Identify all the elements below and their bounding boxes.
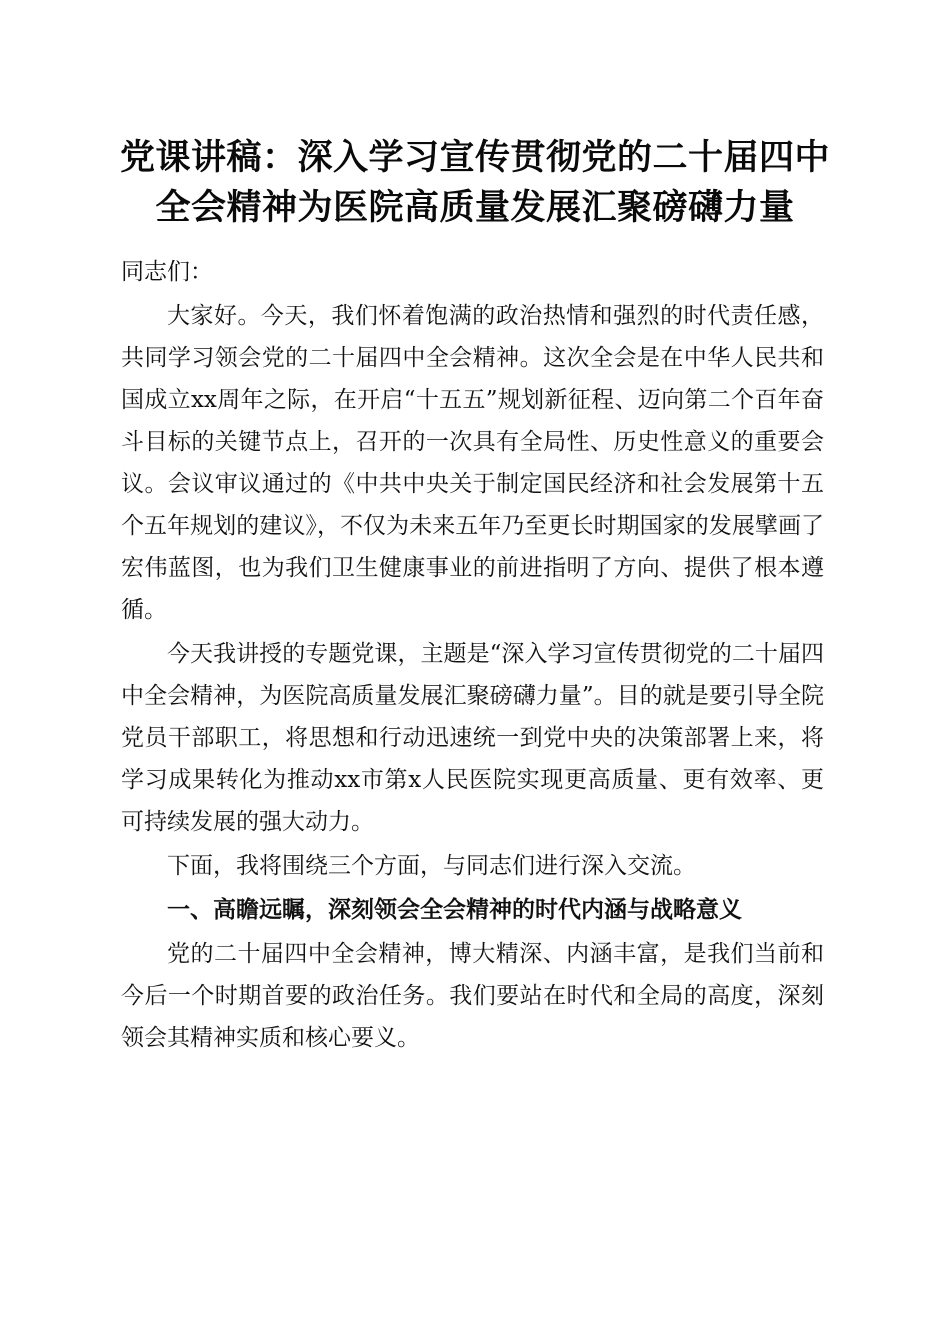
title-line-2: 全会精神为医院高质量发展汇聚磅礴力量 bbox=[155, 187, 795, 228]
paragraph-theme: 今天我讲授的专题党课，主题是“深入学习宣传贯彻党的二十届四中全会精神，为医院高质量发展汇聚磅礴力量”。目的就是要引导全院党员干部职工，将思想和行动迅速统一到党中央的决策部署上来，将学习成果转化为推动xx市第x人民医院实现更高质量、更有效率、更可持续发展的强大动力。 bbox=[121, 641, 824, 835]
paragraph-transition: 下面，我将围绕三个方面，与同志们进行深入交流。 bbox=[167, 853, 696, 879]
greeting: 同志们： bbox=[121, 259, 213, 285]
paragraph-intro: 大家好。今天，我们怀着饱满的政治热情和强烈的时代责任感，共同学习领会党的二十届四中全会精神。这次全会是在中华人民共和国成立xx周年之际，在开启“十五五”规划新征程、迈向第二个百年奋斗目标的关键节点上，召开的一次具有全局性、历史性意义的重要会议。会议审议通过的《中共中央关于制定国民经济和社会发展第十五个五年规划的建议》，不仅为未来五年乃至更长时期国家的发展擘画了宏伟蓝图，也为我们卫生健康事业的前进指明了方向、提供了根本遵循。 bbox=[121, 303, 824, 623]
title-line-1: 党课讲稿：深入学习宣传贯彻党的二十届四中 bbox=[119, 137, 830, 178]
document-title bbox=[100, 133, 850, 233]
section-heading-1: 一、高瞻远瞩，深刻领会全会精神的时代内涵与战略意义 bbox=[167, 897, 742, 923]
document-body bbox=[121, 251, 824, 1059]
paragraph-section-1: 党的二十届四中全会精神，博大精深、内涵丰富，是我们当前和今后一个时期首要的政治任务。我们要站在时代和全局的高度，深刻领会其精神实质和核心要义。 bbox=[121, 941, 824, 1051]
